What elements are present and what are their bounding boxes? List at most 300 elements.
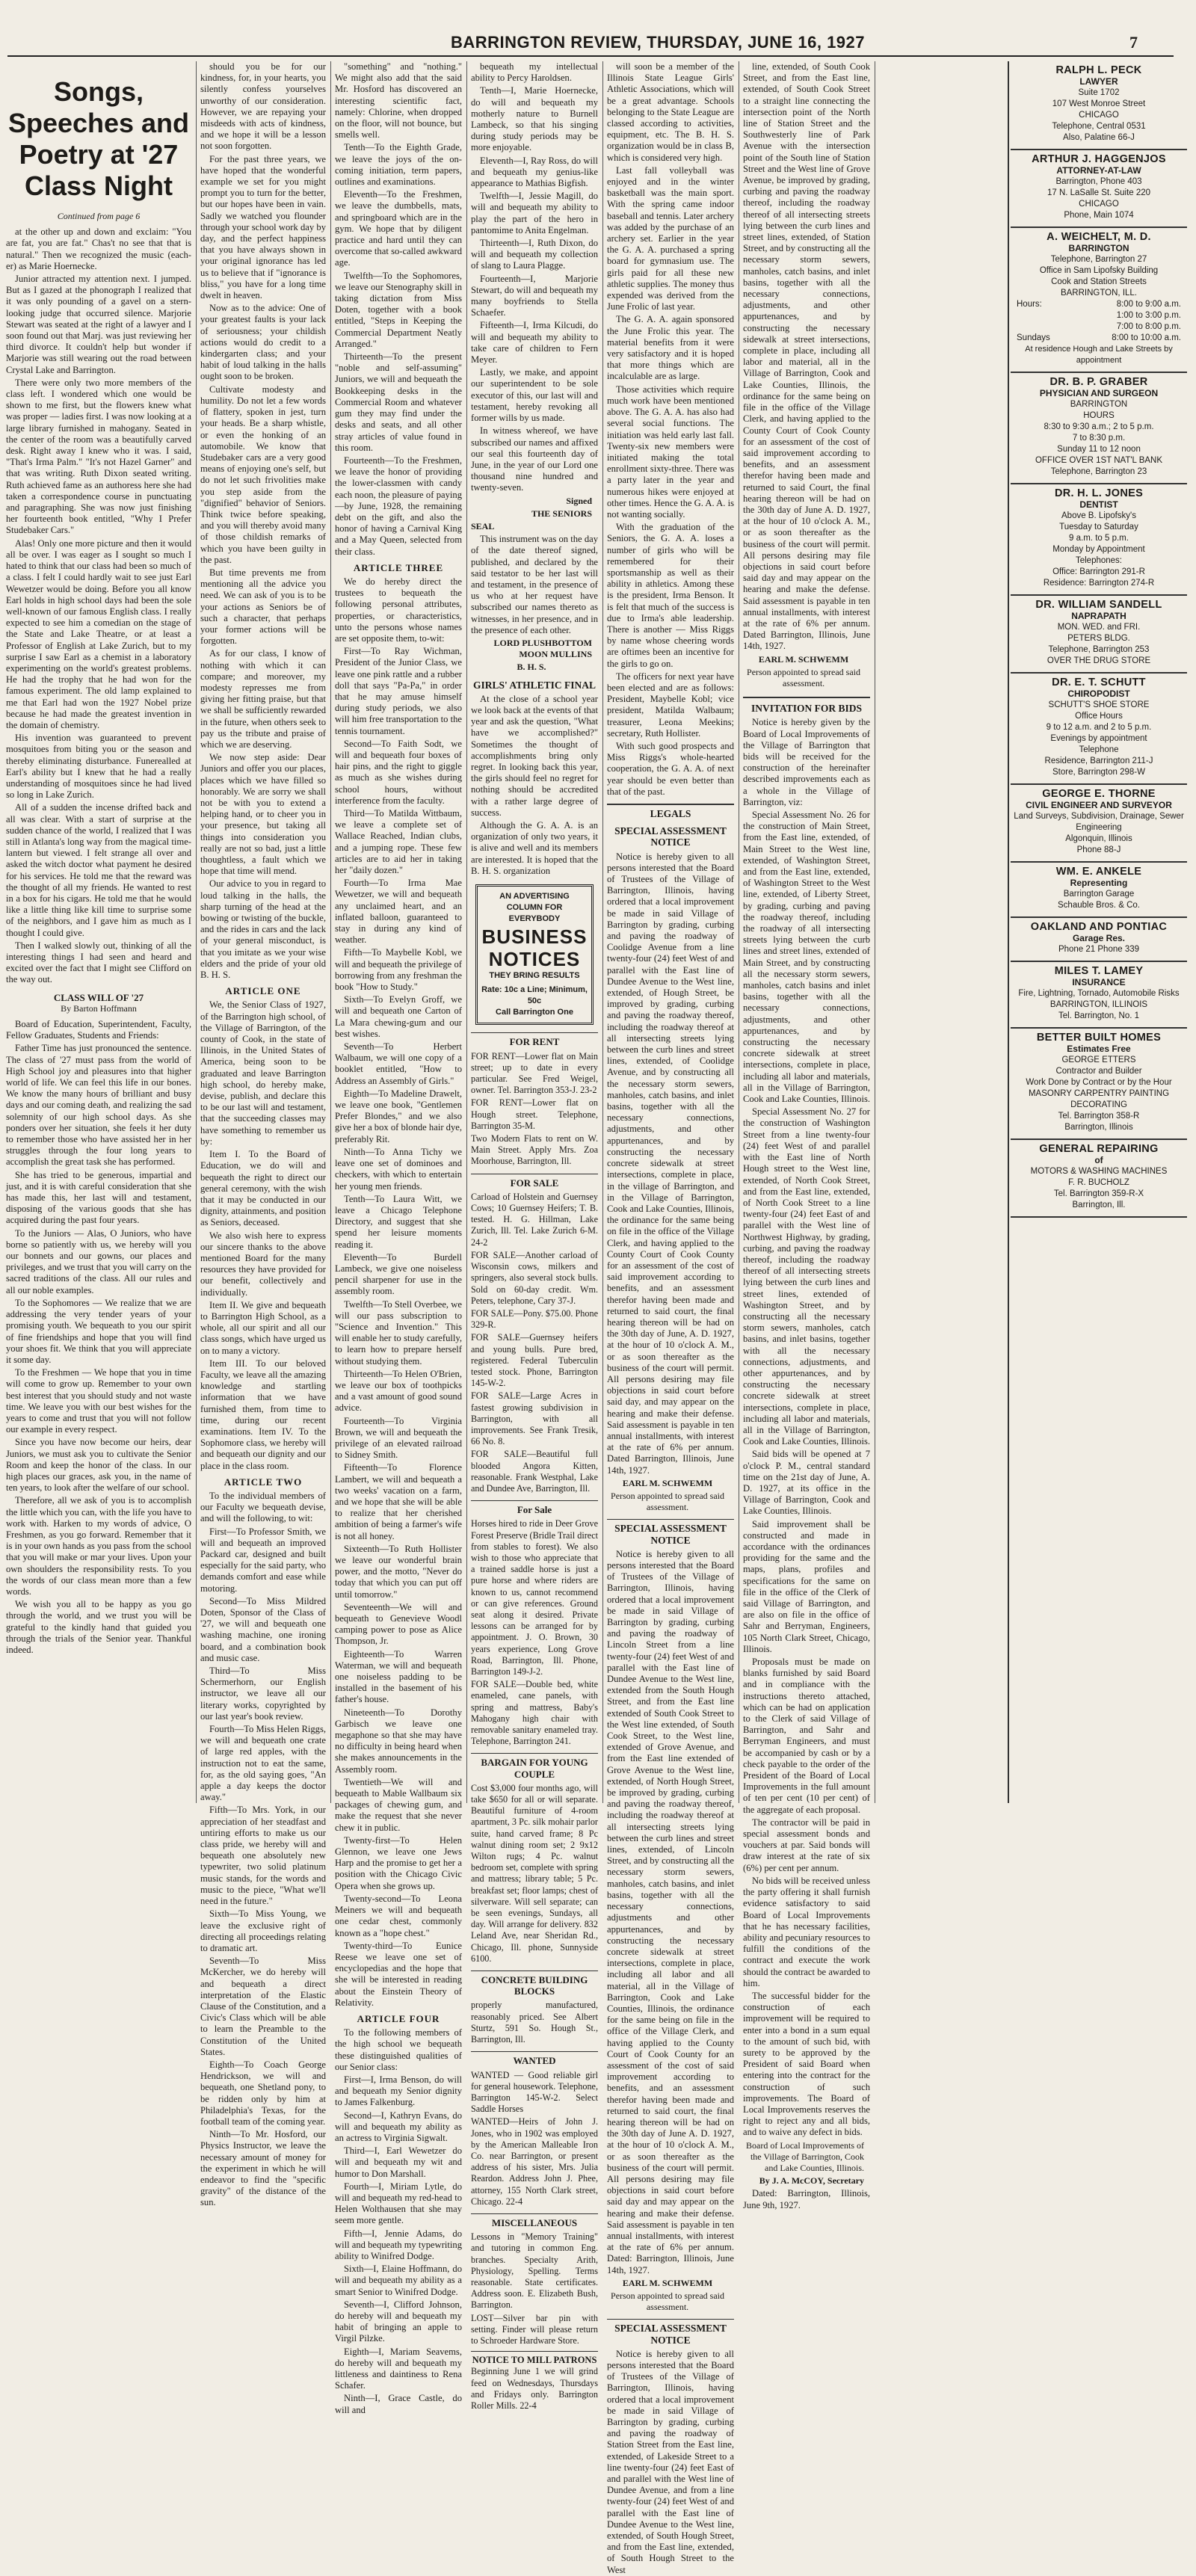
- classified-heading: NOTICE TO MILL PATRONS: [471, 2351, 598, 2366]
- classified-list: [471, 2231, 598, 2347]
- classified-heading: FOR RENT: [471, 1032, 598, 1047]
- paragraph: As for our class, I know of nothing with which it can compare; and moreover, my modesty represses me from giving her fitting praise, but that we shall be sufficiently rewarded in the future, when others seek to pay us the tribute and praise of which we are deserving.: [200, 648, 326, 750]
- paragraph: For the past three years, we have hoped that the wonderful example we set for you might prompt you to turn for the better, but our hopes have been in vain. Sadly we watched you flounder through your school work day by day, and the perfect happiness that you have always shown in your original ignorance has led us to believe that if "ignorance is bliss," you have for a long time dwelt in heaven.: [200, 153, 326, 301]
- paragraph: Third—To Matilda Wittbaum, we leave a complete set of Wallace Reached, Indian clubs, and a jumping rope. These few articles are to aid her in taking her "daily dozen.": [335, 808, 462, 876]
- paragraph: In witness whereof, we have subscribed our names and affixed our seal this fourteenth day of June, in the year of our Lord one thousand nine hundred and twenty-seven.: [471, 425, 598, 493]
- paragraph: Twenty-second—To Leona Meiners we will and bequeath one cedar chest, commonly known as a "hope chest.": [335, 1893, 462, 1938]
- directory-line: BARRINGTON, ILL.: [1060, 289, 1138, 298]
- masthead: BARRINGTON REVIEW, THURSDAY, JUNE 16, 1927: [450, 33, 866, 52]
- paragraph: Eleventh—I, Ray Ross, do will and bequeath my genius-like appearance to Mathias Bigfish.: [471, 155, 598, 189]
- directory-line: Suite 1702: [1078, 88, 1120, 97]
- directory-name: MILES T. LAMEY: [1054, 965, 1144, 977]
- paragraph: Fourth—I, Miriam Lytle, do will and bequeath my red-head to Helen Wolthausen that she may seem more gentle.: [335, 2181, 462, 2226]
- classified-ad: WANTED — Good reliable girl for general housework. Telephone, Barrington 145-W-2. Select Saddle Horses: [471, 2069, 598, 2115]
- directory-name: WM. E. ANKELE: [1055, 866, 1142, 878]
- paragraph: Eleventh—To Burdell Lambeck, we give one noiseless pencil sharpener for use in the assembly room.: [335, 1251, 462, 1297]
- banner-line: AN ADVERTISING COLUMN FOR EVERYBODY: [499, 892, 570, 924]
- witnesses: LORD PLUSHBOTTOM MOON MULLINS: [493, 637, 592, 660]
- paragraph: Second—I, Kathryn Evans, do will and bequeath my ability as an actress to Virginia Sigwalt.: [335, 2110, 462, 2143]
- directory-line: ATTORNEY-AT-LAW: [1056, 165, 1141, 176]
- paragraph: Then I walked slowly out, thinking of all the interesting things I had seen and heard and excited over the fact that I might see Clifford on the way out.: [6, 940, 191, 985]
- directory-line: LAWYER: [1079, 76, 1118, 87]
- paragraph: Seventeenth—We will and bequeath to Genevieve Woodl camping power to pose as Alice Thompson, Jr.: [335, 1601, 462, 1647]
- article-body: [200, 61, 326, 981]
- directory-line: Barrington, Ill.: [1072, 1201, 1126, 1210]
- directory-line: Barrington, Phone 403: [1055, 177, 1142, 186]
- paragraph: Board of Education, Superintendent, Faculty, Fellow Graduates, Students and Friends:: [6, 1019, 191, 1041]
- paragraph: Tenth—To Laura Witt, we leave a Chicago Telephone Directory, and suggest that she spend her leisure moments reading it.: [335, 1193, 462, 1250]
- hours-value: 8:00 to 9:00 a.m.: [1116, 300, 1181, 309]
- classified-ad: FOR SALE—Guernsey heifers and young bulls. Pure bred, registered. Federal Tuberculin tested stock. Phone, Barrington 145-W-2.: [471, 1332, 598, 1389]
- directory-line: Phone 88-J: [1076, 845, 1121, 854]
- directory-name: A. WEICHELT, M. D.: [1046, 231, 1151, 243]
- classified-ad: FOR SALE—Large Acres in fastest growing subdivision in Barrington, with all improvements. See Frank Tresik, 66 No. 8.: [471, 1390, 598, 1447]
- classified-ad: Cost $3,000 four months ago, will take $650 for all or will separate. Beautiful furniture of 4-room apartment, 3 Pc. silk mohair parlor suite, hand carved frame; 8 Pc walnut dining room set; 2 9x12 Wilton rugs; 4 Pc. walnut bedroom set, complete with spring and mattress; library table; 5 Pc. breakfast set; floor lamps; chest of silverware. Will sell separate; can be seen evenings, Sundays, all day. Will arrange for delivery. 832 Leland Ave, near Sheridan Rd., Chicago, Ill. phone, Sunnyside 6100.: [471, 1782, 598, 1964]
- school-initials: B. H. S.: [517, 662, 546, 673]
- classified-heading: MISCELLANEOUS: [471, 2213, 598, 2228]
- paragraph: Tenth—To the Eighth Grade, we leave the joys of the on-coming initiation, term papers, outlines and examinations.: [335, 142, 462, 188]
- notice-heading: SPECIAL ASSESSMENT NOTICE: [614, 825, 727, 848]
- article-body: [335, 2027, 462, 2416]
- column-6: [743, 61, 870, 2210]
- attestation: This instrument was on the day of the date thereof signed, published, and declared by the said testator to be her last will and testament, in the presence of us who at her request have subscribed our names thereto as witnesses, in her presence, and in the presence of each other.: [471, 534, 598, 635]
- hours-value: 1:00 to 3:00 p.m.: [1116, 311, 1181, 320]
- paragraph: Eleventh—To the Freshmen, we leave the dumbbells, mats, and springboard which are in the gym. We hope that by diligent practice and hard until they can overcome that so-called awkward age.: [335, 189, 462, 268]
- paragraph: Last fall volleyball was enjoyed and in the winter basketball was the main sport. With the spring came indoor baseball and tennis. Later archery was added by the purchase of an archery set. Earlier in the year the G. A. A. purchased a spring board for gymnasium use. The girls paid for all these new athletic supplies. The money thus expended was derived from the June Frolic of last year.: [607, 164, 734, 312]
- section-heading: CLASS WILL OF '27: [53, 991, 144, 1003]
- directory-name: GENERAL REPAIRING: [1039, 1143, 1159, 1155]
- directory-card: [1011, 962, 1187, 1029]
- directory-name: DR. WILLIAM SANDELL: [1035, 599, 1162, 611]
- directory-name: DR. B. P. GRABER: [1049, 376, 1148, 388]
- directory-line: BARRINGTON: [1070, 400, 1128, 409]
- paragraph: Eighteenth—To Warren Waterman, we will and bequeath one noiseless padding to be installed in the basement of his father's house.: [335, 1648, 462, 1705]
- directory-line: 9 to 12 a.m. and 2 to 5 p.m.: [1046, 723, 1152, 732]
- paragraph: Our advice to you in regard to loud talking in the halls, the sharp turning of the head at the bowing or twisting of the buckle, and the rides in cars and the lack of your general misconduct, is that you imitate as we your wise elders and the pride of your old B. H. S.: [200, 878, 326, 981]
- directory-line: BARRINGTON: [1068, 243, 1129, 253]
- directory-line: PHYSICIAN AND SURGEON: [1039, 388, 1159, 398]
- directory-line: Telephone, Barrington 23: [1050, 467, 1147, 476]
- legal-notice: [743, 61, 870, 653]
- article-headline: Songs, Speeches and Poetry at '27 Class Night: [7, 76, 190, 201]
- hours-row: [1012, 310, 1186, 321]
- column-4: [471, 61, 598, 2411]
- paragraph: Seventh—To Miss McKercher, we do hereby will and bequeath a direct interpretation of the Elastic Clause of the Constitution, and a Civic's Class which will be able to learn the Preamble to the Constitution of the United States.: [200, 1956, 326, 2057]
- directory-line: MASONRY CARPENTRY PAINTING DECORATING: [1028, 1089, 1170, 1109]
- classified-ad: FOR RENT—Lower flat on Hough street. Telephone, Barrington 35-M.: [471, 1097, 598, 1131]
- classified-heading: BARGAIN FOR YOUNG COUPLE: [471, 1753, 598, 1779]
- paragraph: Twenty-first—To Helen Glennon, we leave one Jews Harp and the promise to get her a position with the Chicago Civic Opera when she grows up.: [335, 1834, 462, 1891]
- paragraph: To the individual members of our Faculty we bequeath devise, and will the following, to wit:: [200, 1490, 326, 1524]
- paragraph: Fifteenth—To Florence Lambert, we will and bequeath a two weeks' vacation on a farm, and we hope that she will be able to realize that her cherished ambition of being a farmer's wife is not all honey.: [335, 1462, 462, 1541]
- paragraph: His invention was guaranteed to prevent mosquitoes from biting you or the season and thereby eliminating disturbance. Funerealled at Earl's ability but I knew that he had a really understanding of mosquitoes since he had lived so long in Lake Zurich.: [6, 733, 191, 801]
- legal-notice: Notice is hereby given to all persons interested that the Board of Trustees of the Village of Barrington, Illinois, having ordered that a local improvement be made in said Village of Barrington by grading, curbing and paving the roadway of Coolidge Avenue from a line twenty-four (24) feet West of and parallel with the East line of Dundee Avenue to the West line, extended, of Hough Street, be improved by grading, curbing and paving the roadway thereof, including the roadway thereof at all intersecting streets lying between the curb lines and street lines, extended, of Coolidge Avenue, and by constructing all the necessary storm sewers, manholes, catch basins, and inlet basins, together with all the necessary connections, adjustments, and other appurtenances, and by constructing the necessary concrete sidewalk at street intersections, complete in place, in the village of Barrington, and in the Village of Barrington, Cook and Lake Counties, Illinois, the ordinance for the same being on file in the office of the Village Clerk, and having applied to the County Court of Cook County for an assessment of the cost of said improvement according to benefits, and an assessment therefor having been made and returned to said court, the final hearing thereon will be had on the 30th day of June, A. D. 1927, at the hour of 10 o'clock A. M., or as soon thereafter as the business of the court will permit. All persons desiring may file objections in said court before said day, and may appear on the hearing and make their defense. Said assessment is payable in ten annual installments, with interest at the rate of 6% per annum. Dated Barrington, Illinois, June 14th, 1927.: [607, 851, 734, 1476]
- directory-line: 8:30 to 9:30 a.m.; 2 to 5 p.m.: [1044, 422, 1154, 431]
- article-body: [471, 61, 598, 494]
- directory-line: CIVIL ENGINEER AND SURVEYOR: [1026, 800, 1172, 810]
- directory-name: GEORGE E. THORNE: [1042, 788, 1156, 800]
- directory-line: Telephones:: [1075, 556, 1123, 565]
- paragraph: Ninth—I, Grace Castle, do will and: [335, 2393, 462, 2415]
- directory-card: [1011, 785, 1187, 863]
- paragraph: Now as to the advice: One of your greatest faults is your lack of seriousness; your childish actions would do credit to a kindergarten class; and your habit of loud talking in the halls ought soon to be broken.: [200, 303, 326, 382]
- directory-line: DENTIST: [1079, 499, 1118, 510]
- byline: By Barton Hoffmann: [61, 1002, 137, 1014]
- notice-signature: EARL M. SCHWEMM: [622, 1477, 713, 1488]
- paragraph: First—To Professor Smith, we will and bequeath an improved Packard car, designed and built especially for the said party, who demands comfort and ease while motoring.: [200, 1526, 326, 1594]
- classified-ad: Beginning June 1 we will grind feed on Wednesdays, Thursdays and Fridays only. Barrington Roller Mills. 22-4: [471, 2366, 598, 2411]
- article-heading: ARTICLE FOUR: [357, 2012, 440, 2024]
- article-body: [200, 1491, 326, 2209]
- paragraph: She has tried to be generous, impartial and just, and it is with careful consideration that she has made this, her last will and testament, disposing of the various goods that she has acquired during the past four years.: [6, 1169, 191, 1226]
- hours-row: [1012, 333, 1186, 344]
- hours-label: Sundays: [1017, 333, 1050, 342]
- directory-line: Garage Res.: [1072, 933, 1126, 943]
- column-rule: [466, 61, 467, 1803]
- directory-line: PETERS BLDG.: [1067, 634, 1130, 643]
- directory-line: Work Done by Contract or by the Hour: [1026, 1078, 1172, 1087]
- paragraph: Ninth—To Anna Tichy we leave one set of dominoes and checkers, with which to entertain her young men friends.: [335, 1146, 462, 1192]
- article-body: [607, 61, 734, 798]
- paragraph: At the close of a school year we look back at the events of that year and ask the question, "What have we accomplished?" Sometimes the thought of accomplishments bring only regret. In looking back this year, the girls should feel no regret for nothing should be accredited with a rather large degree of success.: [471, 693, 598, 818]
- banner-rate: Rate: 10c a Line; Minimum, 50c: [481, 985, 588, 1006]
- paragraph: Seventh—To Herbert Walbaum, we will one copy of a booklet entitled, "How to Address an Assembly of Girls.": [335, 1041, 462, 1086]
- paragraph: Twelfth—I, Jessie Magill, do will and bequeath my ability to play the part of the hero in pantomime to Anita Engelman.: [471, 191, 598, 235]
- paragraph: The successful bidder for the construction of each improvement will be required to enter into a bond in a sum equal to the amount of such bid, with surety to be approved by the President of said Board when entering into the contract for the construction of such improvements. The Board of Local Improvements reserves the right to reject any and all bids, and to waive any defect in bids.: [743, 1990, 870, 2138]
- directory-line: Evenings by appointment: [1050, 734, 1147, 743]
- directory-line: Tel. Barrington, No. 1: [1058, 1011, 1140, 1020]
- masthead-rule: [7, 55, 1174, 57]
- directory-name: ARTHUR J. HAGGENJOS: [1032, 153, 1166, 165]
- notice-signature: Board of Local Improvements of the Village of Barrington, Cook and Lake Counties, Illinois.: [746, 2139, 864, 2173]
- directory-line: Store, Barrington 298-W: [1052, 768, 1145, 777]
- paragraph: Eighth—I, Mariam Seavems, do hereby will and bequeath my littleness and daintiness to Rena Schafer.: [335, 2346, 462, 2391]
- article-heading: ARTICLE THREE: [353, 561, 444, 573]
- classified-ad: FOR SALE—Double bed, white enameled, cane panels, with spring and mattress, Baby's Mahogany high chair with removable sanitary enameled tray. Telephone, Barrington 241.: [471, 1679, 598, 1747]
- paragraph: Sixteenth—To Ruth Hollister we leave our wonderful brain power, and the motto, "Never do today that which you can put off until tomorrow.": [335, 1543, 462, 1600]
- continued-note: Continued from page 6: [57, 211, 141, 221]
- professional-directory: [1011, 61, 1187, 1803]
- directory-card: [1011, 863, 1187, 918]
- directory-line: F. R. BUCHOLZ: [1068, 1178, 1129, 1187]
- paragraph: Item III. To our beloved Faculty, we leave all the amazing knowledge and startling information that we have furnished them, from time to time, during our recent examinations. Item IV. To the Sophomore class, we hereby will and bequeath our dignity and our place in the class room.: [200, 1358, 326, 1471]
- notice-signature-role: Person appointed to spread said assessment.: [747, 666, 860, 688]
- directory-line: of: [1094, 1155, 1103, 1165]
- directory-line: Office: Barrington 291-R: [1052, 567, 1145, 576]
- directory-line: Residence: Barrington 274-R: [1043, 579, 1155, 588]
- directory-line: CHICAGO: [1079, 200, 1119, 209]
- paragraph: Notice is hereby given by the Board of Local Improvements of the Village of Barrington that bids will be received for the construction of the hereinafter described improvements each as a whole in the Village of Barrington, viz:: [743, 717, 870, 807]
- classified-ad: FOR SALE—Another carload of Wisconsin cows, milkers and springers, also several stock bulls. Sold on 60-day credit. Wm. Peters, telephone, Cary 37-J.: [471, 1249, 598, 1306]
- directory-line: CHIROPODIST: [1067, 688, 1130, 699]
- directory-card: [1011, 596, 1187, 674]
- paragraph: There were only two more members of the class left. I wondered which one would be shown to me first, but the flowers knew what was proper — ladies first. I was now looking at a large library furnished in mahogany. Seated in the center of the room was a beautifully carved desk. Right away I knew who it was. I said, "That's Irma Palm." "It's not Hazel Garner" and that was writing. Ruth Dixon seated writing. Ruth achieved fame as an authoress here she had taken a correspondence course in punctuating and paragraphing. She was now just finishing her fourteenth book entitled, "Why I Prefer Studebaker Cars.": [6, 377, 191, 536]
- paragraph: The contractor will be paid in special assessment bonds and vouchers at par. Said bonds will draw interest at the rate of six (6%) per cent per annum.: [743, 1817, 870, 1873]
- paragraph: Fifteenth—I, Irma Kilcudi, do will and bequeath my ability to take care of children to Fern Meyer.: [471, 320, 598, 366]
- paragraph: Fifth—To Mrs. York, in our appreciation of her steadfast and untiring efforts to make us our class pride, we hereby will and bequeath one absolutely new typewriter, two solid platinum music stands, for the words and music to the piece, "What we'll need in the future.": [200, 1805, 326, 1907]
- section-heading: GIRLS' ATHLETIC FINAL: [472, 679, 597, 691]
- column-rule: [196, 61, 197, 1803]
- notice-heading: INVITATION FOR BIDS: [743, 697, 870, 714]
- directory-card: [1011, 1029, 1187, 1140]
- directory-line: HOURS: [1083, 411, 1115, 420]
- paragraph: Third—To Miss Schermerhorn, our English instructor, we leave all our literary works, copyrighted by our last year's book review.: [200, 1666, 326, 1722]
- directory-card: [1011, 484, 1187, 596]
- directory-line: Phone, Main 1074: [1064, 211, 1134, 220]
- paragraph: No bids will be received unless the party offering it shall furnish evidence satisfactory to said Board of Local Improvements that he has necessary facilities, ability and pecuniary resources to fulfill the conditions of the contract and execute the work should the contract be awarded to him.: [743, 1875, 870, 1988]
- paragraph: Item I. To the Board of Education, we do will and bequeath the right to direct our general ceremony, with the wish that it may be conducted in our dignity, attainments, and position as Seniors, deceased.: [200, 1149, 326, 1228]
- notice-heading: SPECIAL ASSESSMENT NOTICE: [607, 2319, 734, 2345]
- paragraph: We now step aside: Dear Juniors and offer you our places, places which we have filled so honorably. We are sorry we shall not be with you to extend a helping hand, or to cheer you in your presence, but taking all things into consideration you really are not so bad, just a little thoughtless, a fault which we hope that time will mend.: [200, 752, 326, 877]
- paragraph: Sixth—I, Elaine Hoffmann, do will and bequeath my ability as a smart Senior to Winifred Dodge.: [335, 2264, 462, 2297]
- banner-line: THEY BRING RESULTS: [489, 970, 580, 980]
- section-heading: LEGALS: [607, 804, 734, 819]
- paragraph: Sixth—To Evelyn Groff, we will and bequeath one Carton of La Mara chewing-gum and our best wishes.: [335, 994, 462, 1039]
- directory-line: Algonquin, Illinois: [1065, 834, 1132, 843]
- article-body: [335, 61, 462, 558]
- paragraph: Twelfth—To the Sophomores, we leave our Stenography skill in taking dictation from Miss Doten, together with a book entitled, "Steps in Keeping the Commercial Department Neatly Arranged.": [335, 270, 462, 349]
- classified-ad: FOR SALE—Pony. $75.00. Phone 329-R.: [471, 1307, 598, 1331]
- paragraph: With the graduation of the Seniors, the G. A. A. loses a number of girls who will be remembered for their sportsmanship as well as their ability in athletics. Among these is the president, Irma Benson. It is felt that much of the success is due to Irma's able leadership. There is another — Miss Riggs by name whose cheering words are oftimes been an incentive for the girls to go on.: [607, 522, 734, 669]
- notice-signature: EARL M. SCHWEMM: [758, 653, 849, 665]
- directory-line: BARRINGTON, ILLINOIS: [1049, 1000, 1148, 1009]
- directory-card: [1011, 918, 1187, 962]
- directory-card: [1011, 228, 1187, 373]
- paragraph: Although the G. A. A. is an organization of only two years, it is alive and well and its members are interested. It is hoped that the B. H. S. organization: [471, 820, 598, 876]
- classified-ad: Carload of Holstein and Guernsey Cows; 10 Guernsey Heifers; T. B. tested. H. G. Hillman, Lake Zurich, Ill. Tel. Lake Zurich 6-M. 24-2: [471, 1191, 598, 1248]
- paragraph: Eighth—To Coach George Hendrickson, we will and bequeath, one Shetland pony, to be ridden only by him at Philadelphia's Texas, for the football team of the coming year.: [200, 2059, 326, 2127]
- business-notices-banner: [475, 884, 594, 1025]
- paragraph: Proposals must be made on blanks furnished by said Board and in compliance with the instructions thereto attached, which can be had on application to the Clerk of said Village of Barrington, and Sahr and Berryman Engineers, and must be accompanied by cash or by a check payable to the order of the President of the Board of Local Improvements in the full amount of ten per cent (10 per cent) of the aggregate of each proposal.: [743, 1657, 870, 1815]
- directory-line: 9 a.m. to 5 p.m.: [1069, 534, 1129, 543]
- article-heading: ARTICLE ONE: [225, 985, 301, 997]
- directory-line: 107 West Monroe Street: [1052, 99, 1146, 108]
- paragraph: Fourteenth—To the Freshmen, we leave the honor of providing the lower-classmen with candy each noon, the pleasure of paying—by June, 1928, the remaining debt on the gift, and also the honor of having a Carnival King and a May Queen, selected from their class.: [335, 455, 462, 557]
- article-body: [471, 694, 598, 877]
- paragraph: Third—I, Earl Wewetzer do will and bequeath my wit and humor to Don Marshall.: [335, 2145, 462, 2179]
- directory-name: BETTER BUILT HOMES: [1036, 1032, 1162, 1044]
- article-heading: ARTICLE TWO: [224, 1476, 303, 1488]
- directory-card: [1011, 150, 1187, 228]
- article-body: [6, 227, 191, 985]
- paragraph: Seventh—I, Clifford Johnson, do hereby will and bequeath my habit of bringing an apple to Virgil Pilzke.: [335, 2299, 462, 2344]
- hours-value: 7:00 to 8:00 p.m.: [1116, 322, 1181, 331]
- paragraph: Fourteenth—I, Marjorie Stewart, do will and bequeath my many boyfriends to Stella Schaefer.: [471, 273, 598, 318]
- classified-ad: FOR RENT—Lower flat on Main street; up to date in every particular. See Fred Weigel, owner. Tel. Barrington 353-J. 23-2: [471, 1050, 598, 1096]
- paragraph: To the following members of the high school we bequeath these distinguished qualities of our Senior class:: [335, 2027, 462, 2072]
- paragraph: Cultivate modesty and humility. Do not let a few words of flattery, spoken in jest, turn your heads. Be a sharp whistle, or even the honking of an automobile. We know that Studebaker cars are a very good means of enjoying one's self, but do not let such frivolities make you step aside from the "dignified" behavior of Seniors. Think twice before speaking, and you will thereby avoid many of those childish remarks of which you have been guilty in the past.: [200, 383, 326, 565]
- paragraph: Fifth—To Maybelle Kobl, we will and bequeath the privilege of borrowing from any freshman the book "How to Study.": [335, 947, 462, 993]
- column-2: [200, 61, 326, 2208]
- paragraph: The officers for next year have been elected and are as follows: President, Maybelle Kobl; vice president, Matilda Walbaum; treasurer, Leona Meekins; secretary, Ruth Hollister.: [607, 671, 734, 739]
- classified-heading: CONCRETE BUILDING BLOCKS: [471, 1970, 598, 1997]
- classified-ad: FOR SALE—Beautiful full blooded Angora Kitten, reasonable. Frank Westphal, Lake and Dundee Ave, Barrington, Ill.: [471, 1449, 598, 1494]
- directory-line: 17 N. LaSalle St. Suite 220: [1046, 188, 1151, 197]
- classified-ad: Lessons in "Memory Training" and tutoring in common Eng. branches. Specialty Arith, Physiology, Spelling. Terms reasonable. State certificates. Address soon. E. Elizabeth Bush, Barrington.: [471, 2231, 598, 2311]
- directory-name: DR. H. L. JONES: [1054, 487, 1144, 499]
- directory-line: OFFICE OVER 1ST NAT'L BANK: [1035, 456, 1163, 465]
- column-rule: [330, 61, 331, 1803]
- paragraph: at the other up and down and exclaim: "You are fat, you are fat." Chas't no see that that is natural." Then we recognized the music (each-er) as Marie Hoernecke.: [6, 227, 191, 271]
- directory-line: Land Surveys, Subdivision, Drainage, Sewer Engineering: [1014, 812, 1184, 832]
- directory-line: NAPRAPATH: [1071, 611, 1126, 621]
- paragraph: Twentieth—We will and bequeath to Mable Wallbaum six packages of chewing gum, and make the request that she never chew it in public.: [335, 1776, 462, 1833]
- classified-ad: Two Modern Flats to rent on W. Main Street. Apply Mrs. Zoa Moorhouse, Barrington, Ill.: [471, 1133, 598, 1167]
- directory-line: SCHUTT'S SHOE STORE: [1048, 700, 1150, 709]
- paragraph: Ninth—To Mr. Hosford, our Physics Instructor, we leave the necessary amount of money for the experiment in which he will endeavor to find the "specific gravity" of the distance of the sun.: [200, 2129, 326, 2208]
- directory-line: Telephone: [1079, 745, 1119, 754]
- paragraph: Fifth—I, Jennie Adams, do will and bequeath my typewriting ability to Winifred Dodge.: [335, 2228, 462, 2261]
- paragraph: First—I, Irma Benson, do will and bequeath my Senior dignity to James Falkenburg.: [335, 2074, 462, 2108]
- paragraph: To the Juniors — Alas, O Juniors, who have borne so patiently with us, we hereby will you our bonnets and our gowns, our places and privileges, and we trust that you will carry on the sacred traditions of the class. All our rules and all our noble examples.: [6, 1227, 191, 1295]
- paragraph: "something" and "nothing." We might also add that the said Mr. Hosford has discovered an interesting scientific fact, namely: Chlorine, when dropped on the floor, will not bounce, but smells well.: [335, 61, 462, 141]
- paragraph: Sixth—To Miss Young, we leave the exclusive right of directing all proceedings relating to dramatic art.: [200, 1908, 326, 1953]
- paragraph: bequeath my intellectual ability to Percy Haroldsen.: [471, 61, 598, 84]
- directory-line: Representing: [1070, 878, 1128, 888]
- legal-notice: [743, 717, 870, 2138]
- classified-ad: properly manufactured, reasonably priced. See Albert Sturtz, 591 So. Hough St., Barrington, Ill.: [471, 2000, 598, 2045]
- paragraph: Said bids will be opened at 7 o'clock P. M., central standard time on the 21st day of June, A. D. 1927, at its office in the Village of Barrington, Cook and Lake Counties, Illinois.: [743, 1449, 870, 1517]
- column-3: [335, 61, 462, 2415]
- directory-line: CHICAGO: [1079, 111, 1119, 120]
- paragraph: But time prevents me from mentioning all the advice you need. We can ask of you is to be your actions as Seniors be of such a character, that perhaps your former actions will be forgotten.: [200, 567, 326, 647]
- column-rule: [1008, 61, 1009, 1803]
- directory-line: Schauble Bros. & Co.: [1058, 901, 1140, 910]
- paragraph: Twelfth—To Stell Overbee, we will our pass subscription to "Science and Invention." This will enable her to study carefully, to learn how to prepare herself without studying them.: [335, 1298, 462, 1366]
- column-5: [607, 61, 734, 2575]
- notice-signature: EARL M. SCHWEMM: [622, 2277, 713, 2288]
- page-number: 7: [1129, 33, 1138, 52]
- paragraph: With such good prospects and Miss Riggs's whole-hearted cooperation, the G. A. A. of next year should be even better than that of the past.: [607, 740, 734, 797]
- directory-card: [1011, 373, 1187, 484]
- paragraph: Special Assessment No. 27 for the construction of Washington Street from a line twenty-four (24) feet West of and parallel with the East line of North Hough street to the West line, extended, of North Cook Street, and from the East line, extended, of North Cook Street to a line twenty-four (24) feet East of and parallel with the West line of Northwest Highway, by grading, curbing, and paving the roadway thereof, including the roadway thereof of all intersecting streets lying between the curb lines and street lines, extended of Washington Street, and by constructing all the necessary storm sewers, manholes, catch basins, and inlet basins, together with all the necessary connections, adjustments, and other appurtenances, and by constructing the necessary concrete sidewalk at street intersections, complete in place, including all labor and materials, all in the Village of Barrington, Cook and Lake Counties, Illinois.: [743, 1106, 870, 1447]
- paragraph: Therefore, all we ask of you is to accomplish the little which you can, with the life you have to work with. Harken to my words of advice, O Freshmen, as you go forward. Remember that it is in your own hands as you pass from the school that you will make or mar your lives. Upon your own shoulders the responsibility rests. To you the words of our class mean more than a few words.: [6, 1495, 191, 1597]
- directory-line: Telephone, Barrington 27: [1050, 255, 1147, 264]
- directory-line: Phone 21 Phone 339: [1058, 945, 1140, 954]
- paragraph: Twenty-third—To Eunice Reese we leave one set of encyclopedias and the hope that she will be interested in reading about the Einstein Theory of Relativity.: [335, 1940, 462, 2008]
- paragraph: To the Sophomores — We realize that we are addressing the very tender years of your promising youth. We bequeath to you our spirit of fine friendships and hope that you will find your shoes fit. We think that you will appreciate it some day.: [6, 1297, 191, 1365]
- notice-signature-role: Person appointed to spread said assessment.: [611, 1490, 724, 1513]
- directory-line: 7 to 8:30 p.m.: [1072, 434, 1126, 443]
- paragraph: should you be for our kindness, for, in your hearts, you silently confess yourselves unworthy of our consideration. However, we are repaying your misdeeds with acts of kindness, and we hope it will be a lesson not soon forgotten.: [200, 61, 326, 152]
- paragraph: First—To Ray Wichman, President of the Junior Class, we leave one pink rattle and a rubber doll that says "Pa-Pa," in order that he may amuse himself during study periods, we also will him free transportation to the tennis tournament.: [335, 646, 462, 736]
- paragraph: Fourth—To Irma Mae Wewetzer, we will and bequeath any unclaimed heart, and an inflated balloon, guaranteed to stay in during any kind of weather.: [335, 878, 462, 946]
- directory-line: Sunday 11 to 12 noon: [1057, 445, 1141, 454]
- directory-note: At residence Hough and Lake Streets by appointment: [1025, 345, 1173, 365]
- directory-line: Office in Sam Lipofsky Building: [1039, 266, 1159, 275]
- paragraph: Tenth—I, Marie Hoernecke, do will and bequeath my motherly nature to Burnell Lambeck, so that his singing during study periods may be more enjoyable.: [471, 85, 598, 153]
- directory-line: Tuesday to Saturday: [1059, 523, 1138, 531]
- hours-label: Hours:: [1017, 300, 1042, 309]
- classified-heading: For Sale: [471, 1500, 598, 1515]
- seal-label: SEAL: [471, 520, 495, 531]
- banner-title: BUSINESS NOTICES: [481, 925, 588, 970]
- directory-line: Above B. Lipofsky's: [1061, 511, 1136, 520]
- column-1: [6, 61, 191, 1803]
- notice-date: Dated: Barrington, Illinois, June 9th, 1927.: [743, 2188, 870, 2210]
- paragraph: We wish you all to be happy as you go through the world, and we trust you will be grateful to the kindly hand that guided you through the trials of the Senior year. Thankful indeed.: [6, 1599, 191, 1655]
- article-body: [200, 999, 326, 1471]
- directory-card: [1011, 61, 1187, 150]
- classified-list: [471, 1051, 598, 1168]
- directory-line: Tel. Barrington 358-R: [1058, 1112, 1140, 1121]
- paragraph: Fourth—To Miss Helen Riggs, we will and bequeath one crate of large red apples, with the instruction not to eat the same, for, as the old saying goes, "An apple a day keeps the doctor away.": [200, 1724, 326, 1803]
- column-rule: [602, 61, 603, 1803]
- paragraph: Alas! Only one more picture and then it would all be over. I was eager as I sought so much I hated to think that our class had been so much of a class. I felt I could hardly wait to see just Earl Wewetzer would be doing. Before you all know Earl holds in high school days had been the sole well-known of our famous English class. I really expected to see him a comedian on the stage of the State and Lake Theatre, or at least a Professor of English at Lake Zurich, but to my surprise I saw Earl as a chemist in a laboratory experimenting on the world's greatest problems. He had the trophy that he had won for the famous experiment. The old lamp explained to me that Earl had won the 1927 Nobel prize because he had made the greatest invention in the domain of chemistry.: [6, 537, 191, 730]
- paragraph: Nineteenth—To Dorothy Garbisch we leave one megaphone so that she may have no difficulty in being heard when she makes announcements in the Assembly room.: [335, 1707, 462, 1775]
- classified-heading: FOR SALE: [471, 1174, 598, 1189]
- directory-line: OVER THE DRUG STORE: [1046, 656, 1151, 665]
- paragraph: We do hereby direct the trustees to bequeath the following personal attributes, properties, or characteristics, unto the persons whose names are set opposite them, to-wit:: [335, 576, 462, 644]
- hours-row: [1012, 299, 1186, 310]
- article-body: [335, 576, 462, 2009]
- classified-ad: Horses hired to ride in Deer Grove Forest Preserve (Bridle Trail direct from stables to forest). We also wish to those who appreciate that a trained saddle horse is just a pure horse and where riders are known to us, cannot recommend or can give references. Ground seat along it desired. Private lessons can be arranged for by appointment. J. O. Brown, 30 years experience, Long Grove Road, Barrington, Ill. Phone, Barrington 149-J-2.: [471, 1518, 598, 1677]
- directory-card: [1011, 1140, 1187, 1218]
- legal-notice: Notice is hereby given to all persons interested that the Board of Trustees of the Village of Barrington, Illinois, having ordered that a local improvement be made in said Village of Barrington by grading, curbing and paving the roadway of Station Street from the East line, extended, of Lakeside Street to a line twenty-four (24) feet East of and parallel with the West line of Dundee Avenue, and from a line twenty-four (24) feet West of and parallel with the East line of Dundee Avenue to the West line, extended, of South Hough Street, and from the East line, extended, of South Hough Street to the West: [607, 2348, 734, 2575]
- paragraph: Since you have now become our heirs, dear Juniors, we must ask you to cultivate the Senior Room and keep the honor of the class. In our high places our graces, ask you, in the name of ten years, to look after the welfare of our school.: [6, 1437, 191, 1494]
- classified-list: [471, 1518, 598, 1747]
- paragraph: Fourteenth—To Virginia Brown, we will and bequeath the privilege of an elevated railroad to Sidney Smith.: [335, 1415, 462, 1461]
- directory-line: Telephone, Barrington 253: [1048, 645, 1150, 654]
- directory-line: Also, Palatine 66-J: [1063, 133, 1135, 142]
- paragraph: Special Assessment No. 26 for the construction of Main Street, from the East line, extended, of Main Street to the West line, extended, of Washington Street, and from the East line, extended, of Washington Street to the West line, extended, of Liberty Street, by grading, curbing and paving the roadway thereof, including the roadway of all intersecting streets lying between the curb lines and street lines, extended of Main Street, and by constructing all the necessary storm sewers, manholes, catch basins and inlet basins, together with all the necessary connections, adjustments, and other appurtenances, and by constructing the necessary concrete sidewalk at street intersections, complete in place, including all labor and materials, all in the Village of Barrington, Cook and Lake Counties, Illinois.: [743, 810, 870, 1105]
- directory-line: Tel. Barrington 359-R-X: [1053, 1189, 1144, 1198]
- paragraph: Thirteenth—To Helen O'Brien, we leave our box of toothpicks and a vast amount of good sound advice.: [335, 1368, 462, 1414]
- paragraph: will soon be a member of the Illinois State League Girls' Athletic Associations, which will be a great advantage. Schools belonging to the State League are classed according to activities, equipment, etc. The B. H. S. organization would be in class B, which is considered very high.: [607, 61, 734, 163]
- paragraph: Those activities which require much work have been mentioned above. The G. A. A. has also had several social functions. The initiation was held early last fall. Twenty-six new members were initiated making the total enrollment sixty-three. There was a party later in the year and numerous hikes were enjoyed at other times. Hence the G. A. A. is not wanting socially.: [607, 383, 734, 520]
- paragraph: Second—To Faith Sodt, we will and bequeath four boxes of hair pins, and the right to giggle as much as she wishes during school hours, without interference from the faculty.: [335, 738, 462, 806]
- paragraph: Item II. We give and bequeath to Barrington High School, as a whole, all our spirit and all our class songs, which have urged us on to many a victory.: [200, 1299, 326, 1356]
- directory-line: Office Hours: [1075, 712, 1123, 721]
- directory-line: Barrington, Illinois: [1064, 1123, 1133, 1132]
- paragraph: line, extended, of South Cook Street, and from the East line, extended, of South Cook Street to a straight line connecting the intersection point of the North line of Station Street and the Southwesterly line of Park Avenue with the intersection point of the South line of Station Street and the West line of Grove Avenue, be improved by grading, curbing and paving the roadway thereof, including the roadway thereof of all intersecting streets lying between the curb lines and street lines, extended, of Station Street, and by constructing all the necessary storm sewers, manholes, catch basins, and inlet basins, together with all the necessary connections, adjustments, and other appurtenances, and by constructing the necessary sidewalk at street intersections, complete in place, including all labor and material, all in the Village of Barrington, Cook and Lake Counties, Illinois, the ordinance for the same being on file in the office of the Village Clerk, and having applied to the County Court of Cook County for an assessment of the cost of said improvement according to benefits, and an assessment therefor having been made and returned to said Court, the final hearing thereon will be had on the 30th day of June A. D. 1927, at the hour of 10 o'clock A. M., or as soon thereafter as the business of the court will permit. All persons desiring may file objections in said court before said day and may appear on the hearing and make the defense. Said assessment is payable in ten annual installments, with interest at the rate of 6% per annum. Dated Barrington, Illinois, June 14th, 1927.: [743, 61, 870, 652]
- directory-line: Estimates Free: [1067, 1044, 1131, 1054]
- directory-line: Telephone, Central 0531: [1052, 122, 1146, 131]
- paragraph: The G. A. A. again sponsored the June Frolic this year. The material benefits from it were very satisfactory and it is hoped that more things which are incalculable are as large.: [607, 314, 734, 382]
- directory-line: GEORGE ETTERS: [1061, 1056, 1136, 1064]
- paragraph: Eighth—To Madeline Drawelt, we leave one book, "Gentlemen Prefer Blondes," and we also give her a box of blonde hair dye, preferably Rit.: [335, 1088, 462, 1144]
- classified-list: [471, 2070, 598, 2207]
- hours-value: 8:00 to 10:00 a.m.: [1112, 333, 1181, 342]
- paragraph: We, the Senior Class of 1927, of the Barrington high school, of the Village of Barrington, of the county of Cook, in the state of Illinois, in the United States of America, being soon to be graduated and leave Barrington high school, do hereby make, devise, publish, and declare this to be our last will and testament, that the succeeding classes may have something to remember us by:: [200, 999, 326, 1147]
- directory-line: INSURANCE: [1072, 977, 1126, 987]
- directory-line: Monday by Appointment: [1052, 545, 1145, 554]
- directory-line: Residence, Barrington 211-J: [1044, 757, 1153, 765]
- notice-signature-role: Person appointed to spread said assessment.: [611, 2290, 724, 2313]
- directory-card: [1011, 674, 1187, 785]
- classified-list: [471, 1192, 598, 1494]
- paragraph: Second—To Miss Mildred Doten, Sponsor of the Class of '27, we will and bequeath one washing machine, one ironing board, and a combination book and music case.: [200, 1595, 326, 1663]
- paragraph: All of a sudden the incense drifted back and all was clear. With a start of surprise at the sudden chance of the world, I realized that I was still in Atlanta's long way from the magical time-lantern but viewed. I felt strange all over and asked the witch doctor what payment he desired for his services. He told me that the reward was the thought of all my friends. He wanted to rest in a box for his cigars. He told me that he would like a little thing like kill time to surprise some of the neighbors, and I gave him as much as I thought I could give.: [6, 802, 191, 938]
- article-body: [6, 1019, 191, 1656]
- paragraph: Thirteenth—I, Ruth Dixon, do will and bequeath my collection of slang to Laura Plagge.: [471, 238, 598, 271]
- directory-name: RALPH L. PECK: [1055, 64, 1142, 76]
- banner-phone: Call Barrington One: [496, 1008, 573, 1017]
- notice-heading: SPECIAL ASSESSMENT NOTICE: [607, 1519, 734, 1545]
- directory-name: OAKLAND AND PONTIAC: [1030, 921, 1168, 933]
- paragraph: Junior attracted my attention next. I jumped. But as I gazed at the phonograph I realized that it was only pounding of a gavel on a stern-looking judge that occurred silence. Marjorie Stewart was seated at the right of a lawyer and I soon found out that Marj. was just reviewing her third divorce. It couldn't help but wonder if Marjorie was still wearing out the road between Crystal Lake and Barrington.: [6, 274, 191, 375]
- directory-line: Cook and Station Streets: [1051, 277, 1147, 286]
- classified-heading: WANTED: [471, 2051, 598, 2066]
- notice-signature: By J. A. McCOY, Secretary: [759, 2175, 864, 2187]
- paragraph: Father Time has just pronounced the sentence. The class of '27 must pass from the world of High School joy and pleasures into that higher world of life. We can feel this life in our bones. We know the many hours of brilliant and busy days and our coming death, and realizing the sad solemnity of our high school days. As she ponders over her situation, she feels it her duty to remember those who have assisted her in her struggles through the four long years to accomplish the great task she has performed.: [6, 1043, 191, 1168]
- directory-name: DR. E. T. SCHUTT: [1052, 677, 1146, 688]
- signature-label: Signed: [566, 495, 592, 506]
- paragraph: Lastly, we make, and appoint our superintendent to be sole executor of this, our last will and testament, hereby revoking all former wills by us made.: [471, 367, 598, 424]
- directory-line: Contractor and Builder: [1055, 1067, 1142, 1076]
- directory-line: MOTORS & WASHING MACHINES: [1030, 1167, 1168, 1176]
- classified-ad: WANTED—Heirs of John J. Jones, who in 1902 was employed by the American Malleable Iron Co. near Barrington, or present address of his sister, Mrs. Julia Reardon. Address John J. Phee, attorney, 155 North Clark street, Chicago. 22-4: [471, 2116, 598, 2207]
